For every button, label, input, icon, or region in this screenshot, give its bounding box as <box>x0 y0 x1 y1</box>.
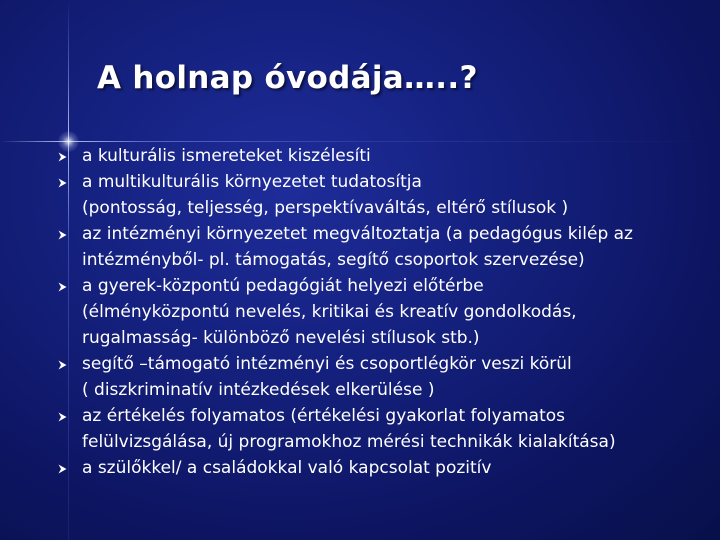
bullet-line: a gyerek-központú pedagógiát helyezi előtérbe <box>82 276 484 296</box>
bullet-line: felülvizsgálása, új programokhoz mérési technikák kialakítása) <box>82 432 616 452</box>
bullet-line: (pontosság, teljesség, perspektívaváltás, eltérő stílusok ) <box>82 198 569 218</box>
bullet-line: (élményközpontú nevelés, kritikai és kreatív gondolkodás, <box>82 302 577 322</box>
bullet-line: az intézményi környezetet megváltoztatja (a pedagógus kilép az <box>82 224 633 244</box>
bullet-text <box>82 169 698 221</box>
arrowhead-bullet-icon <box>58 273 82 299</box>
decorative-horizontal-line <box>0 141 720 142</box>
bullet-item <box>58 403 698 455</box>
bullet-text <box>82 143 698 169</box>
arrowhead-bullet-icon <box>58 143 82 169</box>
bullet-line: az értékelés folyamatos (értékelési gyakorlat folyamatos <box>82 406 566 426</box>
bullet-line: ( diszkriminatív intézkedések elkerülése ) <box>82 380 435 400</box>
bullet-item <box>58 273 698 351</box>
bullet-text <box>82 221 698 273</box>
bullet-line: segítő –támogató intézményi és csoportlégkör veszi körül <box>82 354 572 374</box>
bullet-item <box>58 143 698 169</box>
arrowhead-bullet-icon <box>58 221 82 247</box>
bullet-line: a szülőkkel/ a családokkal való kapcsolat pozitív <box>82 458 492 478</box>
arrowhead-bullet-icon <box>58 169 82 195</box>
bullet-text <box>82 403 698 455</box>
bullet-item <box>58 351 698 403</box>
bullet-line: intézményből- pl. támogatás, segítő csoportok szervezése) <box>82 250 585 270</box>
bullet-list <box>58 143 698 481</box>
bullet-item <box>58 169 698 221</box>
bullet-line: rugalmasság- különböző nevelési stílusok stb.) <box>82 328 480 348</box>
bullet-text <box>82 351 698 403</box>
bullet-item <box>58 221 698 273</box>
bullet-line: a multikulturális környezetet tudatosítja <box>82 172 422 192</box>
bullet-text <box>82 455 698 481</box>
bullet-text <box>82 273 698 351</box>
arrowhead-bullet-icon <box>58 403 82 429</box>
bullet-item <box>58 455 698 481</box>
arrowhead-bullet-icon <box>58 351 82 377</box>
bullet-line: a kulturális ismereteket kiszélesíti <box>82 146 371 166</box>
slide-title: A holnap óvodája…..? <box>97 60 478 96</box>
arrowhead-bullet-icon <box>58 455 82 481</box>
